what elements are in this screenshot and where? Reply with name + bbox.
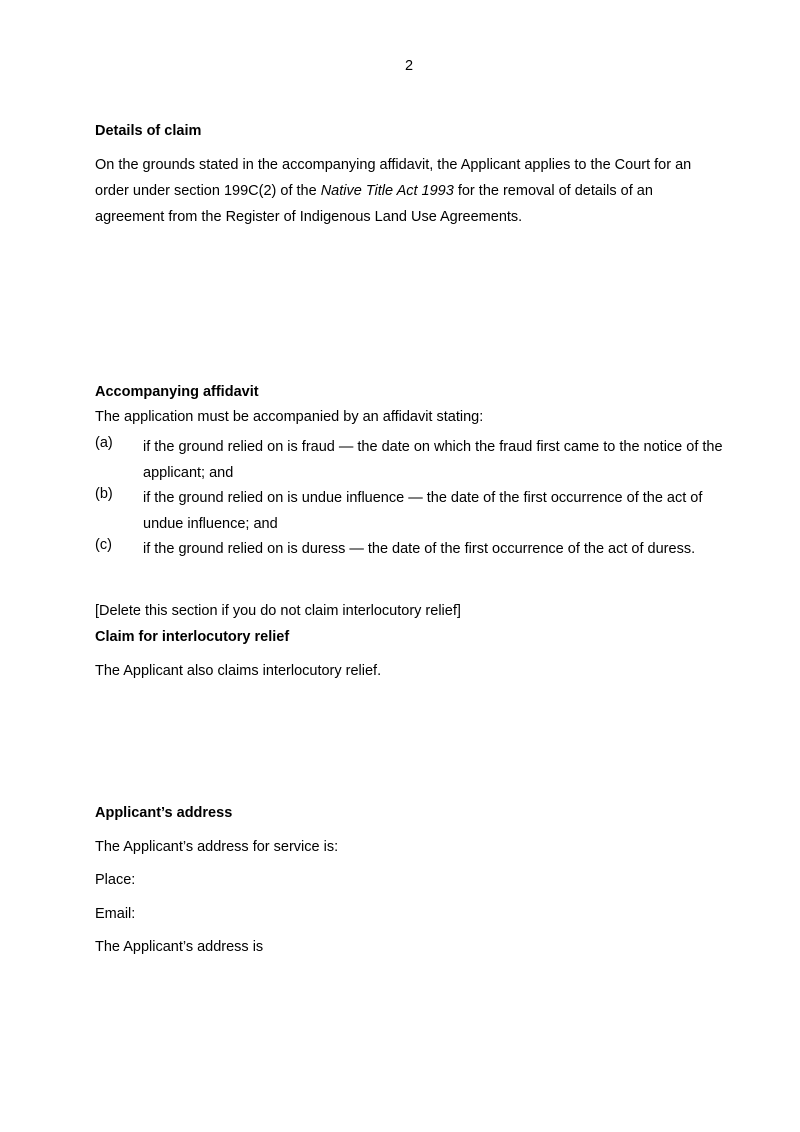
interlocutory-note: [Delete this section if you do not claim interlocutory relief] bbox=[95, 603, 461, 619]
list-item-text: if the ground relied on is undue influence — the date of the first occurrence of the act of undue influence; and bbox=[143, 490, 703, 532]
details-paragraph bbox=[95, 152, 725, 230]
act-name: Native Title Act 1993 bbox=[320, 183, 454, 199]
address-heading: Applicant’s address bbox=[95, 805, 233, 821]
list-item-label: (b) bbox=[95, 486, 113, 502]
address-email: Email: bbox=[95, 906, 136, 922]
details-text-start: On the grounds stated in the accompanying affidavit, the Applicant applies to the Court for an order under section 199C(2) of the bbox=[95, 157, 692, 199]
affidavit-heading: Accompanying affidavit bbox=[95, 384, 259, 400]
page-number: 2 bbox=[404, 58, 414, 74]
affidavit-intro: The application must be accompanied by an affidavit stating: bbox=[95, 409, 484, 425]
list-item-label: (a) bbox=[95, 435, 113, 451]
details-text-end: for the removal of details of an agreement from the Register of Indigenous Land Use Agreements. bbox=[95, 183, 653, 225]
list-item-text: if the ground relied on is fraud — the date on which the fraud first came to the notice of the applicant; and bbox=[143, 439, 723, 481]
address-service: The Applicant’s address for service is: bbox=[95, 839, 339, 855]
list-item-label: (c) bbox=[95, 537, 112, 553]
details-heading: Details of claim bbox=[95, 123, 202, 139]
list-item-text: if the ground relied on is duress — the date of the first occurrence of the act of duress. bbox=[143, 541, 696, 557]
interlocutory-heading: Claim for interlocutory relief bbox=[95, 629, 290, 645]
interlocutory-text: The Applicant also claims interlocutory relief. bbox=[95, 663, 382, 679]
address-line: The Applicant’s address is bbox=[95, 939, 264, 955]
address-place: Place: bbox=[95, 872, 136, 888]
